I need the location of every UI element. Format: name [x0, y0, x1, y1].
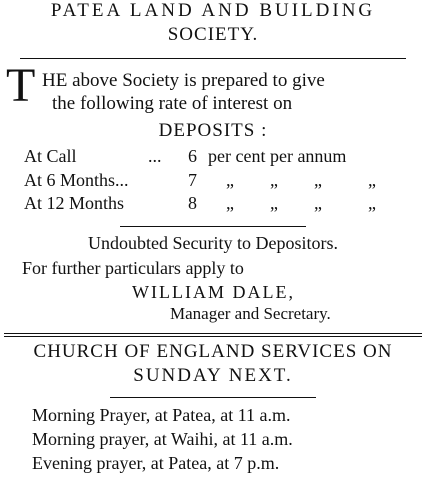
rate-value: 7: [188, 170, 197, 190]
ditto-mark: „: [368, 170, 376, 190]
leader-dots: ...: [148, 146, 162, 166]
ditto-mark: „: [226, 170, 234, 190]
intro-text-line: HE above Society is prepared to give: [42, 70, 325, 91]
notice-title: CHURCH OF ENGLAND SERVICES ON: [33, 341, 393, 362]
advertisement-title: PATEA LAND AND BUILDING: [50, 0, 376, 21]
service-line: Morning prayer, at Waihi, at 11 a.m.: [32, 429, 293, 449]
ditto-mark: „: [226, 193, 234, 213]
deposits-heading: DEPOSITS :: [158, 120, 268, 141]
notice-title-continued: SUNDAY NEXT.: [133, 365, 293, 386]
rate-period: At 6 Months...: [24, 170, 129, 190]
drop-cap-letter: T: [6, 59, 36, 112]
advertisement-title-continued: SOCIETY.: [167, 24, 259, 45]
rate-value: 8: [188, 193, 197, 213]
ditto-mark: „: [368, 193, 376, 213]
ditto-mark: „: [270, 170, 278, 190]
contact-name: WILLIAM DALE,: [132, 282, 295, 302]
ditto-mark: „: [314, 170, 322, 190]
ditto-mark: „: [314, 193, 322, 213]
further-particulars-line: For further particulars apply to: [22, 258, 244, 278]
rate-value: 6: [188, 146, 197, 166]
section-divider: [4, 336, 422, 337]
short-divider: [20, 58, 406, 59]
short-divider: [110, 397, 316, 398]
short-divider: [120, 226, 306, 227]
service-line: Morning Prayer, at Patea, at 11 a.m.: [32, 405, 291, 425]
rate-period: At Call: [24, 146, 77, 166]
rate-period: At 12 Months: [24, 193, 125, 213]
contact-title: Manager and Secretary.: [170, 304, 331, 323]
security-line: Undoubted Security to Depositors.: [88, 233, 338, 253]
service-line: Evening prayer, at Patea, at 7 p.m.: [32, 453, 280, 473]
section-divider: [4, 333, 422, 334]
ditto-mark: „: [270, 193, 278, 213]
rate-unit: per cent per annum: [208, 146, 347, 166]
intro-text-line: the following rate of interest on: [52, 93, 293, 114]
